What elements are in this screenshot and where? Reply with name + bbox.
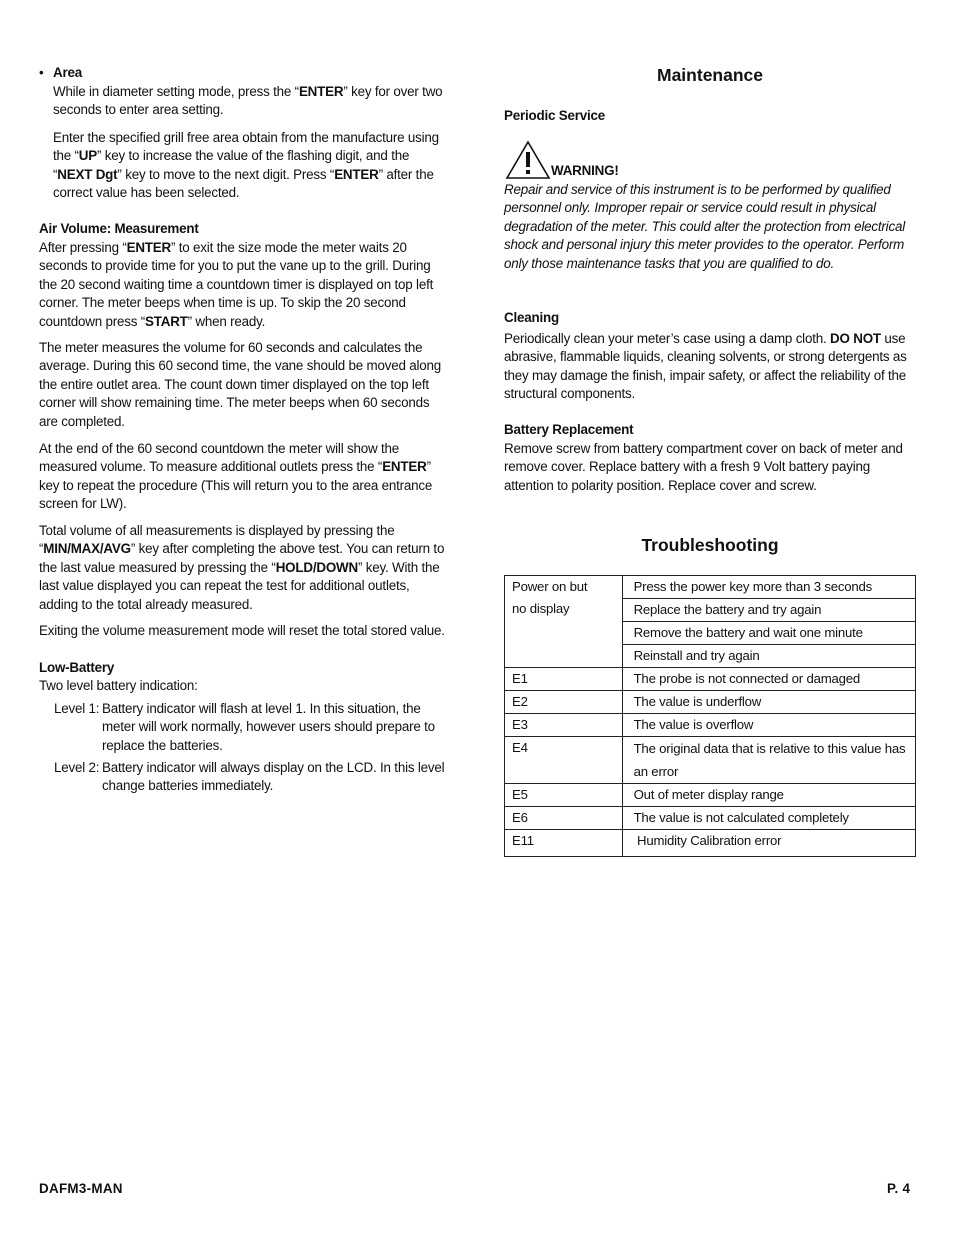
air-volume-heading: Air Volume: Measurement <box>39 221 199 236</box>
table-row <box>505 668 916 691</box>
table-row <box>505 691 916 714</box>
warning-text: Repair and service of this instrument is to be performed by qualified personnel only. Improper repair or service could result in physical degradation of the meter. This could alter the protection from electrical shock and personal injury this meter provides to the operator. Perform only those maintenance tasks that you are qualified to do. <box>504 182 905 271</box>
battery-replacement-text: Remove screw from battery compartment cover on back of meter and remove cover. Replace battery with a fresh 9 Volt battery paying attention to polarity position. Replace cover and screw. <box>504 441 903 493</box>
table-cell-code: Power on but no display <box>505 576 623 668</box>
troubleshooting-table <box>504 575 916 857</box>
cleaning-text: Periodically clean your meter’s case using a damp cloth. DO NOT use abrasive, flammable liquids, cleaning solvents, or strong detergents as they may damage the finish, impair safety, or affect the reliability of the structural components. <box>504 331 907 402</box>
table-cell-desc: The value is not calculated completely <box>622 807 915 830</box>
maintenance-title: Maintenance <box>657 65 763 85</box>
table-cell-code: E1 <box>505 668 623 691</box>
table-cell-desc: The original data that is relative to this value has an error <box>622 737 915 784</box>
table-cell-desc: The probe is not connected or damaged <box>622 668 915 691</box>
footer-doc-id: DAFM3-MAN <box>39 1181 123 1196</box>
cleaning-heading: Cleaning <box>504 310 559 325</box>
table-cell-desc: Remove the battery and wait one minute <box>622 622 915 645</box>
table-cell-desc: The value is overflow <box>622 714 915 737</box>
table-row <box>505 807 916 830</box>
level-2-label: Level 2: <box>54 760 100 775</box>
table-cell-desc: Out of meter display range <box>622 784 915 807</box>
table-cell-desc: Replace the battery and try again <box>622 599 915 622</box>
table-cell-code: E3 <box>505 714 623 737</box>
area-paragraph-1: While in diameter setting mode, press the “ENTER” key for over two seconds to enter area setting. <box>53 84 443 118</box>
table-row <box>505 737 916 784</box>
table-cell-code: E6 <box>505 807 623 830</box>
air-volume-paragraph-1: After pressing “ENTER” to exit the size mode the meter waits 20 seconds to provide time for you to put the vane up to the grill. During the 20 second waiting time a countdown timer is displayed on top left corner. The meter beeps when time is up. To skip the 20 second countdown press “START” when ready. <box>39 240 434 329</box>
footer-page-number: P. 4 <box>887 1181 911 1196</box>
level-1-text: Battery indicator will flash at level 1. In this situation, the meter will work normally, however users should prepare to replace the batteries. <box>102 701 435 753</box>
table-cell-code: E11 <box>505 830 623 857</box>
level-1-label: Level 1: <box>54 701 100 716</box>
table-row <box>505 576 916 599</box>
table-row <box>505 714 916 737</box>
low-battery-heading: Low-Battery <box>39 660 115 675</box>
table-cell-code: E4 <box>505 737 623 784</box>
level-2-text: Battery indicator will always display on the LCD. In this level change batteries immediately. <box>102 760 445 794</box>
table-cell-code: E2 <box>505 691 623 714</box>
table-cell-desc: The value is underflow <box>622 691 915 714</box>
area-heading: Area <box>53 65 82 80</box>
periodic-service-heading: Periodic Service <box>504 108 606 123</box>
warning-icon <box>505 140 551 180</box>
air-volume-paragraph-5: Exiting the volume measurement mode will reset the total stored value. <box>39 623 445 638</box>
table-cell-desc: Reinstall and try again <box>622 645 915 668</box>
air-volume-paragraph-2: The meter measures the volume for 60 seconds and calculates the average. During this 60 second time, the vane should be moved along the entire outlet area. The count down timer displayed on the top left corner will show remaining time. The meter beeps when 60 seconds are completed. <box>39 340 441 429</box>
table-cell-desc: Press the power key more than 3 seconds <box>622 576 915 599</box>
table-row <box>505 830 916 857</box>
troubleshooting-title: Troubleshooting <box>641 535 779 555</box>
low-battery-intro: Two level battery indication: <box>39 678 198 693</box>
air-volume-paragraph-3: At the end of the 60 second countdown the meter will show the measured volume. To measure additional outlets press the “ENTER” key to repeat the procedure (This will return you to the area entrance screen for LW). <box>39 441 433 512</box>
table-cell-desc: Humidity Calibration error <box>622 830 915 857</box>
bullet: • <box>39 65 44 80</box>
warning-label: WARNING! <box>551 163 619 178</box>
table-cell-code: E5 <box>505 784 623 807</box>
battery-replacement-heading: Battery Replacement <box>504 422 634 437</box>
area-paragraph-2: Enter the specified grill free area obtain from the manufacture using the “UP” key to increase the value of the flashing digit, and the “NEXT Dgt” key to move to the next digit. Press “ENTER” after the correct value has been selected. <box>53 130 439 201</box>
air-volume-paragraph-4: Total volume of all measurements is displayed by pressing the “MIN/MAX/AVG” key after completing the above test. You can return to the last value measured by pressing the “HOLD/DOWN” key. With the last value displayed you can repeat the test for additional outlets, adding to the total already measured. <box>39 523 445 612</box>
table-row <box>505 784 916 807</box>
